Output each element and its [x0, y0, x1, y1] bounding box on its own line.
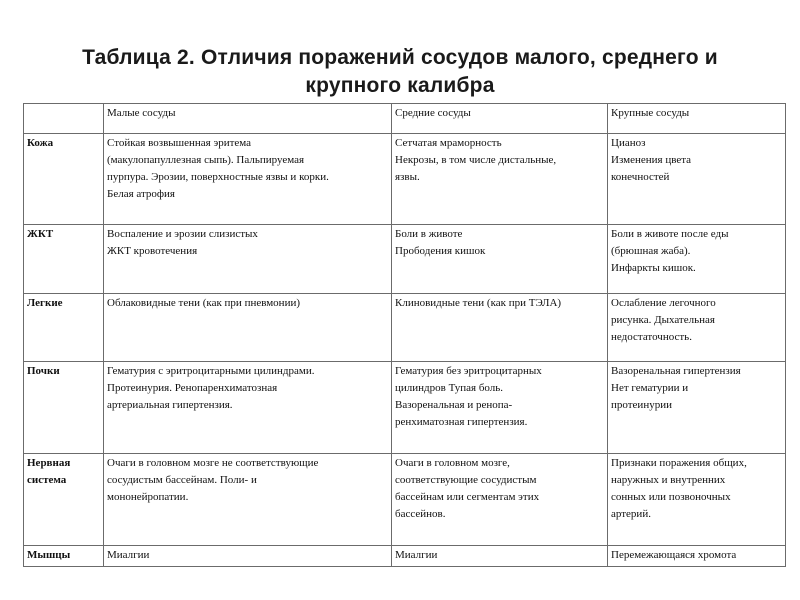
cell-line: пурпура. Эрозии, поверхностные язвы и корки. — [107, 171, 329, 183]
table-row — [24, 362, 786, 454]
title-line-2: крупного калибра — [305, 74, 495, 97]
cell-large-vessels — [608, 225, 786, 294]
cell-line: Изменения цвета — [611, 154, 692, 166]
cell-line: (брюшная жаба). — [611, 245, 691, 257]
cell-line: Перемежающаяся хромота — [611, 549, 737, 561]
cell-line: Воспаление и эрозии слизистых — [107, 228, 258, 240]
cell-line: Боли в животе после еды — [611, 228, 729, 240]
comparison-table — [23, 103, 786, 567]
cell-large-vessels — [608, 134, 786, 225]
title-line-1: Таблица 2. Отличия поражений сосудов малого, среднего и — [82, 46, 718, 69]
cell-line: Вазоренальная гипертензия — [611, 365, 741, 377]
cell-line: Вазоренальная и ренопа- — [395, 399, 513, 411]
cell-line: Некрозы, в том числе дистальные, — [395, 154, 557, 166]
row-label-lungs — [24, 294, 104, 362]
cell-large-vessels — [608, 294, 786, 362]
cell-large-vessels — [608, 362, 786, 454]
row-label-line: Легкие — [27, 297, 63, 309]
table-header-row — [24, 104, 786, 134]
cell-line: Протеинурия. Ренопаренхиматозная — [107, 382, 278, 394]
cell-line: бассейнам или сегментам этих — [395, 491, 540, 503]
cell-medium-vessels — [392, 134, 608, 225]
cell-line: Гематурия без эритроцитарных — [395, 365, 542, 377]
cell-medium-vessels — [392, 294, 608, 362]
cell-line: артерий. — [611, 508, 651, 520]
cell-line: Клиновидные тени (как при ТЭЛА) — [395, 297, 562, 309]
header-cell-large-vessels: Крупные сосуды — [608, 104, 786, 134]
cell-line: Белая атрофия — [107, 188, 175, 200]
row-label-line: ЖКТ — [27, 228, 54, 240]
table-row — [24, 546, 786, 567]
cell-line: Ослабление легочного — [611, 297, 716, 309]
cell-line: Боли в животе — [395, 228, 463, 240]
cell-line: Очаги в головном мозге не соответствующие — [107, 457, 319, 469]
cell-line: Признаки поражения общих, — [611, 457, 747, 469]
cell-line: артериальная гипертензия. — [107, 399, 233, 411]
cell-line: наружных и внутренних — [611, 474, 726, 486]
row-label-gi-tract — [24, 225, 104, 294]
cell-line: сосудистым бассейнам. Поли- и — [107, 474, 257, 486]
row-label-line: Нервная — [27, 457, 71, 469]
cell-line: язвы. — [395, 171, 420, 183]
cell-line: Очаги в головном мозге, — [395, 457, 510, 469]
row-label-muscles — [24, 546, 104, 567]
cell-line: Облаковидные тени (как при пневмонии) — [107, 297, 301, 309]
header-cell-empty — [24, 104, 104, 134]
cell-line: Цианоз — [611, 137, 646, 149]
cell-medium-vessels — [392, 362, 608, 454]
row-label-kidneys — [24, 362, 104, 454]
cell-line: соответствующие сосудистым — [395, 474, 537, 486]
page-title — [0, 44, 800, 100]
cell-large-vessels — [608, 546, 786, 567]
cell-small-vessels — [104, 225, 392, 294]
cell-line: конечностей — [611, 171, 670, 183]
cell-line: ЖКТ кровотечения — [107, 245, 198, 257]
cell-small-vessels — [104, 454, 392, 546]
cell-line: Прободения кишок — [395, 245, 486, 257]
row-label-line: Мышцы — [27, 549, 71, 561]
cell-line: Миалгии — [107, 549, 150, 561]
table-row — [24, 294, 786, 362]
table-row — [24, 225, 786, 294]
cell-small-vessels — [104, 546, 392, 567]
cell-line: мононейропатии. — [107, 491, 189, 503]
header-cell-medium-vessels: Средние сосуды — [392, 104, 608, 134]
cell-line: Гематурия с эритроцитарными цилиндрами. — [107, 365, 315, 377]
cell-line: Нет гематурии и — [611, 382, 689, 394]
cell-line: ренхиматозная гипертензия. — [395, 416, 528, 428]
cell-line: Стойкая возвышенная эритема — [107, 137, 252, 149]
table-row — [24, 454, 786, 546]
row-label-line: система — [27, 474, 67, 486]
cell-large-vessels — [608, 454, 786, 546]
cell-line: (макулопапуллезная сыпь). Пальпируемая — [107, 154, 305, 166]
cell-line: Миалгии — [395, 549, 438, 561]
cell-small-vessels — [104, 362, 392, 454]
cell-line: Инфаркты кишок. — [611, 262, 696, 274]
cell-line: недостаточность. — [611, 331, 692, 343]
cell-line: рисунка. Дыхательная — [611, 314, 715, 326]
cell-line: бассейнов. — [395, 508, 446, 520]
cell-line: Сетчатая мраморность — [395, 137, 502, 149]
cell-medium-vessels — [392, 454, 608, 546]
cell-medium-vessels — [392, 546, 608, 567]
table-row — [24, 134, 786, 225]
cell-small-vessels — [104, 294, 392, 362]
row-label-skin — [24, 134, 104, 225]
cell-line: сонных или позвоночных — [611, 491, 731, 503]
cell-line: цилиндров Тупая боль. — [395, 382, 504, 394]
row-label-line: Почки — [27, 365, 60, 377]
cell-medium-vessels — [392, 225, 608, 294]
row-label-line: Кожа — [27, 137, 54, 149]
cell-small-vessels — [104, 134, 392, 225]
row-label-nervous-system — [24, 454, 104, 546]
header-cell-small-vessels: Малые сосуды — [104, 104, 392, 134]
cell-line: протеинурии — [611, 399, 672, 411]
